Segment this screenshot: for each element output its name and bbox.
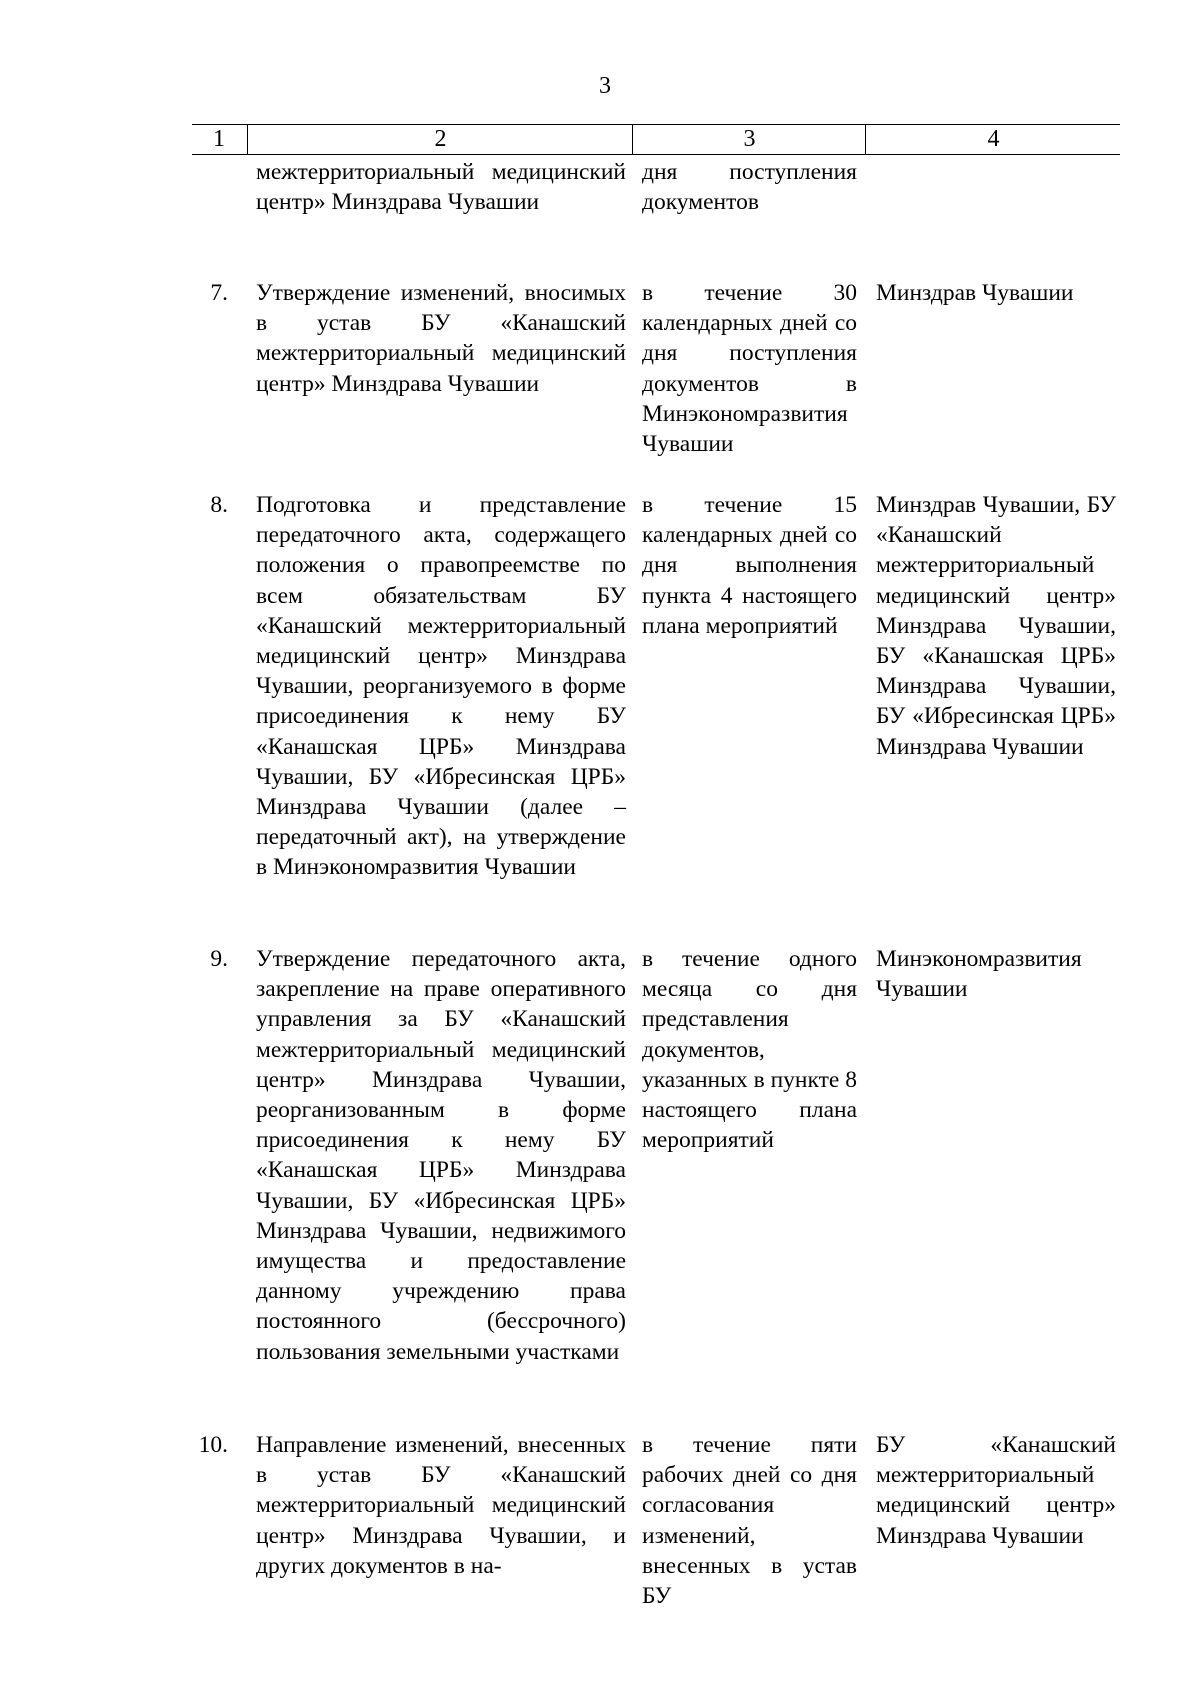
row-8-term: в течение 15 календарных дней со дня выполнения пункта 4 настоящего плана мероприятий: [642, 492, 857, 639]
row-9-responsible: Минэкономразвития Чувашии: [876, 946, 1082, 1003]
row-10-responsible: БУ «Канашский межтерриториальный медицинский центр» Минздрава Чувашии: [876, 1432, 1116, 1549]
row-8-action: Подготовка и представление передаточного акта, содержащего положения о правопреемстве по всем обязательствам БУ «Канашский межтерриториальный медицинский центр» Минздрава Чувашии, реорганизуемого в форме присоединения к нему БУ «Канашская ЦРБ» Минздрава Чувашии, БУ «Ибресинская ЦРБ» Минздрава Чувашии (далее – передаточный акт), на утверждение в Минэкономразвития Чувашии: [256, 492, 626, 881]
row-7-number: 7.: [210, 280, 228, 306]
row-10-number: 10.: [198, 1432, 228, 1458]
row-9-number: 9.: [210, 946, 228, 972]
row-9-term: в течение одного месяца со дня представления документов, указанных в пункте 8 настоящего плана мероприятий: [642, 946, 857, 1154]
table-header-row: [192, 124, 1120, 155]
row-continued-term: дня поступления документов: [642, 159, 857, 216]
header-col-2: 2: [247, 125, 633, 154]
row-8-number: 8.: [210, 492, 228, 518]
row-7-action: Утверждение изменений, вносимых в устав БУ «Канашский межтерриториальный медицинский центр» Минздрава Чувашии: [256, 280, 626, 397]
row-7-term: в течение 30 календарных дней со дня поступления документов в Минэкономразвития Чувашии: [642, 280, 857, 458]
row-9-action: Утверждение передаточного акта, закрепление на праве оперативного управления за БУ «Канашский межтерриториальный медицинский центр» Минздрава Чувашии, реорганизованным в форме присоединения к нему БУ «Канашская ЦРБ» Минздрава Чувашии, БУ «Ибресинская ЦРБ» Минздрава Чувашии, недвижимого имущества и предоставление данному учреждению права постоянного (бессрочного) пользования земельными участками: [256, 946, 626, 1365]
row-7-responsible: Минздрав Чувашии: [876, 280, 1074, 306]
row-8-responsible: Минздрав Чувашии, БУ «Канашский межтерриториальный медицинский центр» Минздрава Чувашии, БУ «Канашская ЦРБ» Минздрава Чувашии, БУ «Ибресинская ЦРБ» Минздрава Чувашии: [876, 492, 1116, 760]
row-continued-action: межтерриториальный медицинский центр» Минздрава Чувашии: [256, 159, 626, 216]
row-10-action: Направление изменений, внесенных в устав БУ «Канашский межтерриториальный медицинский центр» Минздрава Чувашии, и других документов в на-: [256, 1432, 626, 1579]
header-col-1: 1: [213, 126, 225, 152]
header-col-3: 3: [632, 125, 866, 154]
row-10-term: в течение пяти рабочих дней со дня согласования изменений, внесенных в устав БУ: [642, 1432, 857, 1610]
header-col-4: 4: [865, 125, 1121, 154]
page-number: 3: [599, 73, 611, 99]
